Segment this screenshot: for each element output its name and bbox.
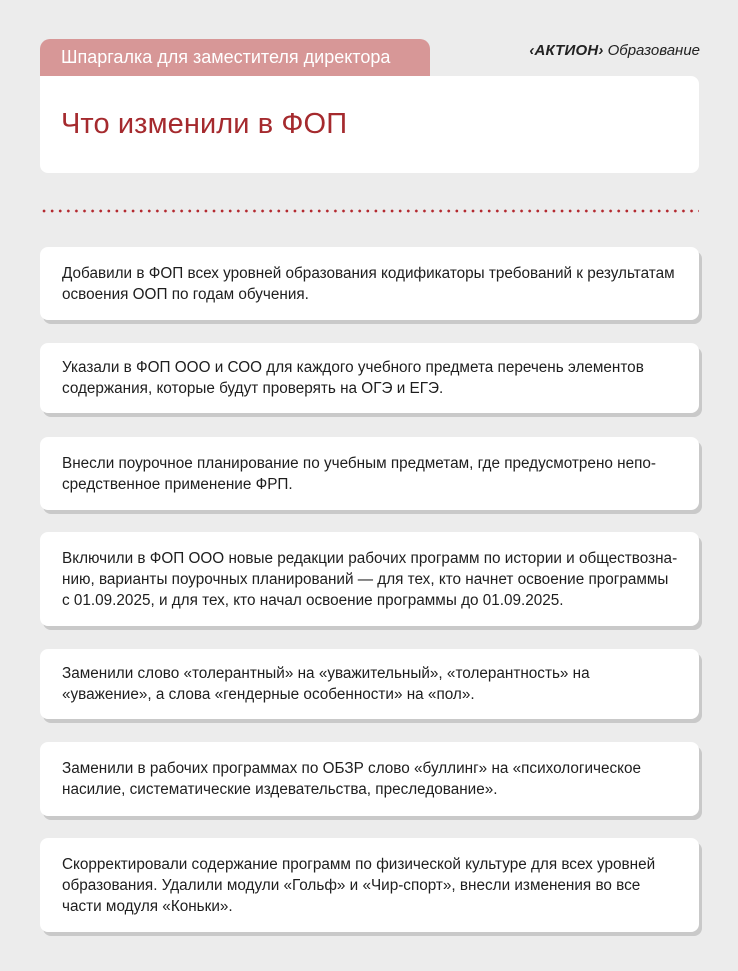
change-item-5	[40, 649, 699, 719]
brand-name: ‹АКТИОН›	[529, 41, 604, 59]
change-item-4	[40, 532, 699, 626]
change-item-1	[40, 247, 699, 320]
brand-logo	[508, 40, 700, 60]
cheat-sheet-tag: Шпаргалка для заместителя директора	[40, 39, 430, 76]
change-item-text: Включили в ФОП ООО новые редакции рабочих программ по истории и обществознанию, варианты поурочных планирований — для тех, кто начнет освоение программы с 01.09.2025, и для тех, кто начал освоение программы до 01.09.2025.	[62, 549, 678, 609]
change-item-text: Внесли поурочное планирование по учебным предметам, где предусмотрено непосредственное применение ФРП.	[62, 454, 657, 493]
dotted-divider	[40, 209, 699, 213]
change-item-text: Заменили в рабочих программах по ОБЗР слово «буллинг» на «психологическое насилие, систематические издевательства, преследование».	[62, 760, 642, 798]
change-item-7	[40, 838, 699, 932]
page-title: Что изменили в ФОП	[61, 108, 348, 140]
change-item-3	[40, 437, 699, 510]
title-card	[40, 76, 699, 173]
change-item-2	[40, 343, 699, 413]
change-item-text: Указали в ФОП ООО и СОО для каждого учебного предмета перечень элементов содержания, которые будут проверять на ОГЭ и ЕГЭ.	[62, 359, 644, 397]
change-item-text: Заменили слово «толерантный» на «уважительный», «толерантность» на «уважение», а слова «гендерные особенности» на «пол».	[62, 665, 590, 703]
brand-section: Образование	[607, 41, 700, 59]
change-item-text: Скорректировали содержание программ по физической культуре для всех уровней образования. Удалили модули «Гольф» и «Чир-спорт», внесли изменения во все части модуля «Коньки».	[62, 855, 656, 915]
change-item-text: Добавили в ФОП всех уровней образования кодификаторы требований к результатам освоения ООП по годам обучения.	[62, 264, 675, 303]
change-item-6	[40, 742, 699, 816]
